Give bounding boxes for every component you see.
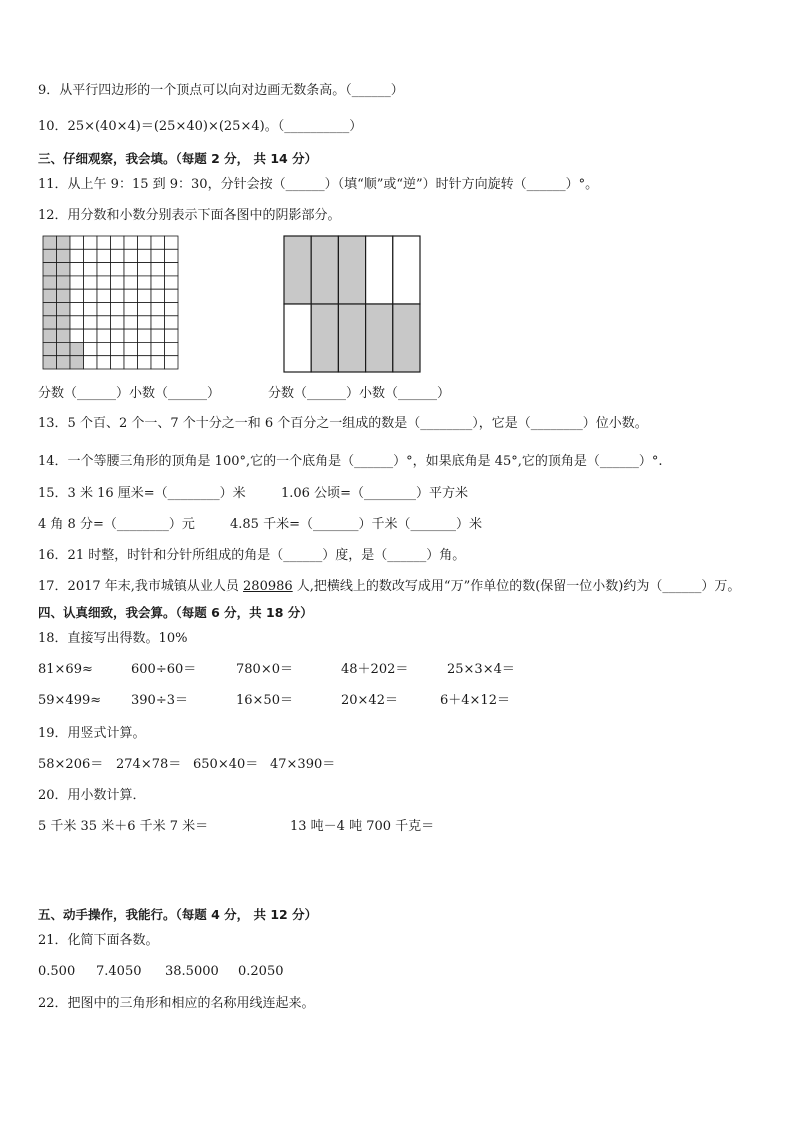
grid-cell bbox=[111, 316, 125, 329]
grid-cell bbox=[151, 289, 165, 302]
grid-cell bbox=[138, 236, 152, 249]
grid-cell bbox=[124, 263, 138, 276]
grid-cell-shaded bbox=[43, 356, 57, 369]
grid-cell bbox=[165, 249, 179, 262]
grid-cell-shaded bbox=[43, 236, 57, 249]
grid-cell bbox=[165, 289, 179, 302]
hundred-grid-figure bbox=[42, 235, 182, 371]
question-15c: 4 角 8 分=（________）元 bbox=[38, 517, 195, 532]
grid-cell bbox=[70, 276, 84, 289]
q19-item: 274×78＝ bbox=[116, 757, 182, 772]
grid-cell bbox=[97, 329, 111, 342]
grid-cell bbox=[124, 303, 138, 316]
grid-cell-shaded bbox=[57, 276, 71, 289]
grid-cell bbox=[138, 342, 152, 355]
question-10: 10．25×(40×4)＝(25×40)×(25×4)。（__________） bbox=[38, 119, 363, 134]
q18-row1-item: 81×69≈ bbox=[38, 662, 93, 677]
bar-part-shaded bbox=[393, 304, 420, 372]
question-17-suffix: 人,把横线上的数改写成用“万”作单位的数(保留一位小数)约为（______）万。 bbox=[292, 579, 741, 594]
bar-part-shaded bbox=[284, 236, 311, 304]
grid-cell bbox=[84, 263, 98, 276]
grid-cell bbox=[138, 263, 152, 276]
grid-cell bbox=[97, 263, 111, 276]
grid-cell bbox=[84, 303, 98, 316]
grid-cell-shaded bbox=[57, 329, 71, 342]
grid-cell bbox=[70, 263, 84, 276]
grid-cell bbox=[84, 276, 98, 289]
grid-cell bbox=[97, 342, 111, 355]
grid-cell bbox=[111, 356, 125, 369]
grid-cell bbox=[151, 236, 165, 249]
grid-cell bbox=[165, 316, 179, 329]
grid-cell bbox=[97, 289, 111, 302]
q21-item: 0.500 bbox=[38, 964, 76, 979]
grid-cell bbox=[151, 356, 165, 369]
question-15b: 1.06 公顷=（________）平方米 bbox=[281, 486, 468, 501]
grid-cell bbox=[70, 236, 84, 249]
grid-cell bbox=[84, 329, 98, 342]
grid-cell bbox=[97, 303, 111, 316]
grid-cell bbox=[124, 289, 138, 302]
section-5-heading: 五、动手操作，我能行。（每题 4 分， 共 12 分） bbox=[38, 907, 318, 922]
question-19: 19．用竖式计算。 bbox=[38, 726, 146, 741]
bar-part bbox=[366, 236, 393, 304]
grid-cell bbox=[165, 236, 179, 249]
grid-cell bbox=[165, 303, 179, 316]
grid-cell bbox=[138, 316, 152, 329]
q18-row2-item: 390÷3＝ bbox=[131, 693, 188, 708]
grid-cell-shaded bbox=[57, 356, 71, 369]
grid-cell-shaded bbox=[57, 249, 71, 262]
bar-figure bbox=[283, 235, 423, 373]
section-3-heading: 三、仔细观察，我会填。（每题 2 分， 共 14 分） bbox=[38, 151, 318, 166]
grid-cell bbox=[111, 249, 125, 262]
grid-cell-shaded bbox=[43, 329, 57, 342]
grid-cell bbox=[84, 356, 98, 369]
q21-item: 7.4050 bbox=[96, 964, 142, 979]
grid-cell bbox=[151, 249, 165, 262]
grid-cell bbox=[124, 329, 138, 342]
question-12-left-answer: 分数（______）小数（______） bbox=[38, 386, 221, 401]
q18-row1-item: 780×0＝ bbox=[236, 662, 293, 677]
grid-cell-shaded bbox=[57, 316, 71, 329]
grid-cell bbox=[70, 303, 84, 316]
grid-cell bbox=[84, 236, 98, 249]
grid-cell bbox=[165, 342, 179, 355]
grid-cell bbox=[84, 249, 98, 262]
grid-cell bbox=[124, 316, 138, 329]
question-17 bbox=[38, 578, 740, 596]
grid-cell bbox=[138, 249, 152, 262]
grid-cell bbox=[138, 276, 152, 289]
grid-cell bbox=[70, 289, 84, 302]
grid-cell bbox=[151, 342, 165, 355]
grid-cell-shaded bbox=[57, 342, 71, 355]
grid-cell bbox=[97, 236, 111, 249]
grid-cell bbox=[151, 329, 165, 342]
grid-cell bbox=[138, 303, 152, 316]
question-18: 18．直接写出得数。10% bbox=[38, 631, 188, 646]
grid-cell bbox=[138, 329, 152, 342]
grid-cell bbox=[70, 329, 84, 342]
grid-cell-shaded bbox=[43, 303, 57, 316]
grid-cell-shaded bbox=[43, 316, 57, 329]
q21-item: 38.5000 bbox=[165, 964, 219, 979]
grid-cell bbox=[84, 342, 98, 355]
q18-row1-item: 600÷60＝ bbox=[131, 662, 197, 677]
grid-cell bbox=[138, 356, 152, 369]
grid-cell bbox=[70, 249, 84, 262]
grid-cell-shaded bbox=[57, 289, 71, 302]
q19-item: 47×390＝ bbox=[270, 757, 336, 772]
question-15a: 15．3 米 16 厘米=（________）米 bbox=[38, 486, 246, 501]
grid-cell bbox=[84, 289, 98, 302]
grid-cell bbox=[84, 316, 98, 329]
grid-cell bbox=[70, 316, 84, 329]
grid-cell-shaded bbox=[43, 342, 57, 355]
q18-row1-item: 48＋202＝ bbox=[341, 662, 409, 677]
grid-cell-shaded bbox=[57, 263, 71, 276]
grid-cell bbox=[165, 263, 179, 276]
grid-cell bbox=[97, 276, 111, 289]
grid-cell bbox=[111, 342, 125, 355]
grid-cell bbox=[97, 356, 111, 369]
question-11: 11．从上午 9：15 到 9：30，分针会按（______）（填“顺”或“逆”）时针方向旋转（______）°。 bbox=[38, 177, 599, 192]
bar-part-shaded bbox=[338, 236, 365, 304]
q18-row2-item: 16×50＝ bbox=[236, 693, 293, 708]
question-9: 9．从平行四边形的一个顶点可以向对边画无数条高。（______） bbox=[38, 83, 404, 98]
grid-cell bbox=[111, 236, 125, 249]
grid-cell-shaded bbox=[43, 249, 57, 262]
grid-cell bbox=[138, 289, 152, 302]
bar-part-shaded bbox=[311, 236, 338, 304]
grid-cell-shaded bbox=[43, 263, 57, 276]
grid-cell bbox=[124, 236, 138, 249]
q20-item: 13 吨－4 吨 700 千克＝ bbox=[290, 819, 435, 834]
grid-cell bbox=[97, 316, 111, 329]
q18-row2-item: 59×499≈ bbox=[38, 693, 102, 708]
q18-row2-item: 20×42＝ bbox=[341, 693, 398, 708]
question-16: 16．21 时整，时针和分针所组成的角是（______）度，是（______）角。 bbox=[38, 548, 466, 563]
grid-cell bbox=[165, 329, 179, 342]
grid-cell bbox=[111, 263, 125, 276]
question-14: 14．一个等腰三角形的顶角是 100°,它的一个底角是（______）°，如果底角是 45°,它的顶角是（______）°. bbox=[38, 454, 663, 469]
grid-cell bbox=[165, 276, 179, 289]
grid-cell bbox=[151, 316, 165, 329]
q21-item: 0.2050 bbox=[238, 964, 284, 979]
q19-item: 650×40＝ bbox=[193, 757, 259, 772]
grid-cell-shaded bbox=[43, 276, 57, 289]
question-22: 22．把图中的三角形和相应的名称用线连起来。 bbox=[38, 996, 315, 1011]
question-17-number: 280986 bbox=[243, 579, 293, 594]
bar-part bbox=[284, 304, 311, 372]
grid-cell bbox=[111, 329, 125, 342]
bar-part-shaded bbox=[366, 304, 393, 372]
grid-cell-shaded bbox=[70, 342, 84, 355]
grid-cell bbox=[151, 276, 165, 289]
grid-cell bbox=[111, 303, 125, 316]
q18-row2-item: 6＋4×12＝ bbox=[440, 693, 510, 708]
grid-cell-shaded bbox=[70, 356, 84, 369]
grid-cell-shaded bbox=[57, 236, 71, 249]
q18-row1-item: 25×3×4＝ bbox=[447, 662, 515, 677]
question-17-prefix: 17．2017 年末,我市城镇从业人员 bbox=[38, 579, 244, 594]
grid-cell bbox=[124, 342, 138, 355]
q20-item: 5 千米 35 米＋6 千米 7 米＝ bbox=[38, 819, 209, 834]
bar-part-shaded bbox=[338, 304, 365, 372]
grid-cell bbox=[124, 356, 138, 369]
grid-cell bbox=[111, 276, 125, 289]
bar-part bbox=[393, 236, 420, 304]
grid-cell-shaded bbox=[43, 289, 57, 302]
grid-cell bbox=[124, 249, 138, 262]
grid-cell bbox=[124, 276, 138, 289]
grid-cell bbox=[165, 356, 179, 369]
question-15d: 4.85 千米=（_______）千米（_______）米 bbox=[230, 517, 482, 532]
grid-cell bbox=[151, 263, 165, 276]
grid-cell bbox=[111, 289, 125, 302]
question-21: 21．化简下面各数。 bbox=[38, 933, 159, 948]
bar-part-shaded bbox=[311, 304, 338, 372]
question-12-right-answer: 分数（______）小数（______） bbox=[268, 386, 451, 401]
q19-item: 58×206＝ bbox=[38, 757, 104, 772]
question-20: 20．用小数计算． bbox=[38, 788, 146, 803]
grid-cell bbox=[97, 249, 111, 262]
section-4-heading: 四、认真细致，我会算。（每题 6 分，共 18 分） bbox=[38, 605, 313, 620]
question-13: 13．5 个百、2 个一、7 个十分之一和 6 个百分之一组成的数是（________），它是（________）位小数。 bbox=[38, 416, 648, 431]
grid-cell-shaded bbox=[57, 303, 71, 316]
grid-cell bbox=[151, 303, 165, 316]
question-12: 12．用分数和小数分别表示下面各图中的阴影部分。 bbox=[38, 208, 341, 223]
